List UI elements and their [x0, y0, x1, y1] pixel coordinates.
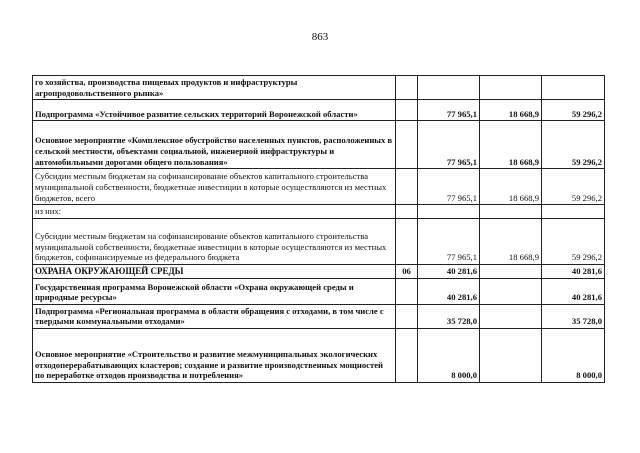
table-row [33, 328, 605, 382]
row-amount-regional: 40 281,6 [542, 264, 605, 278]
table-row [33, 264, 605, 278]
row-amount-federal: 18 668,9 [480, 100, 542, 121]
row-description: из них: [33, 205, 396, 219]
budget-table [32, 75, 605, 383]
row-amount-total: 77 965,1 [418, 121, 480, 169]
table-row [33, 100, 605, 121]
table-row [33, 121, 605, 169]
row-section-code [396, 218, 418, 264]
row-amount-total [418, 205, 480, 219]
row-amount-federal [480, 264, 542, 278]
row-amount-total: 8 000,0 [418, 328, 480, 382]
table-row [33, 169, 605, 205]
row-amount-federal [480, 278, 542, 304]
row-amount-total [418, 76, 480, 100]
row-section-code [396, 278, 418, 304]
table-row [33, 278, 605, 304]
row-amount-total: 40 281,6 [418, 278, 480, 304]
table-row [33, 205, 605, 219]
row-section-code: 06 [396, 264, 418, 278]
table-row [33, 218, 605, 264]
row-amount-regional: 59 296,2 [542, 218, 605, 264]
row-amount-regional: 35 728,0 [542, 304, 605, 328]
row-description: го хозяйства, производства пищевых продуктов и инфраструктуры агропродовольственного рынка» [33, 76, 396, 100]
row-amount-total: 77 965,1 [418, 169, 480, 205]
row-amount-total: 40 281,6 [418, 264, 480, 278]
row-description: Основное мероприятие «Строительство и развитие межмуниципальных экологических отходоперерабатывающих кластеров; создание и развитие производственных мощностей по переработке отходов производства и потребления» [33, 328, 396, 382]
row-amount-federal [480, 205, 542, 219]
row-description: Подпрограмма «Устойчивое развитие сельских территорий Воронежской области» [33, 100, 396, 121]
row-section-code [396, 304, 418, 328]
row-amount-federal [480, 304, 542, 328]
table-row [33, 304, 605, 328]
row-amount-regional: 59 296,2 [542, 121, 605, 169]
row-amount-total: 77 965,1 [418, 100, 480, 121]
row-amount-regional: 59 296,2 [542, 169, 605, 205]
row-section-code [396, 328, 418, 382]
row-amount-federal: 18 668,9 [480, 169, 542, 205]
row-amount-regional: 59 296,2 [542, 100, 605, 121]
row-amount-total: 35 728,0 [418, 304, 480, 328]
budget-table-body [33, 76, 605, 383]
row-description: Субсидии местным бюджетам на софинансирование объектов капитального строительства муниципальной собственности, бюджетные инвестиции в которые осуществляются из местных бюджетов, софинансируемые из федерального бюджета [33, 218, 396, 264]
row-amount-federal [480, 76, 542, 100]
row-description: ОХРАНА ОКРУЖАЮЩЕЙ СРЕДЫ [33, 264, 396, 278]
row-description: Государственная программа Воронежской области «Охрана окружающей среды и природные ресурсы» [33, 278, 396, 304]
row-amount-regional: 8 000,0 [542, 328, 605, 382]
row-amount-federal [480, 328, 542, 382]
row-description: Субсидии местным бюджетам на софинансирование объектов капитального строительства муниципальной собственности, бюджетные инвестиции в которые осуществляются из местных бюджетов, всего [33, 169, 396, 205]
row-description: Подпрограмма «Региональная программа в области обращения с отходами, в том числе с твердыми коммунальными отходами» [33, 304, 396, 328]
row-amount-federal: 18 668,9 [480, 218, 542, 264]
row-amount-federal: 18 668,9 [480, 121, 542, 169]
table-row [33, 76, 605, 100]
row-section-code [396, 205, 418, 219]
row-amount-regional [542, 205, 605, 219]
page-number: 863 [311, 31, 329, 43]
row-description: Основное мероприятие «Комплексное обустройство населенных пунктов, расположенных в сельской местности, объектами социальной, инженерной инфраструктуры и автомобильными дорогами общего пользования» [33, 121, 396, 169]
row-section-code [396, 100, 418, 121]
row-amount-regional: 40 281,6 [542, 278, 605, 304]
row-amount-total: 77 965,1 [418, 218, 480, 264]
row-section-code [396, 76, 418, 100]
row-section-code [396, 169, 418, 205]
row-amount-regional [542, 76, 605, 100]
row-section-code [396, 121, 418, 169]
